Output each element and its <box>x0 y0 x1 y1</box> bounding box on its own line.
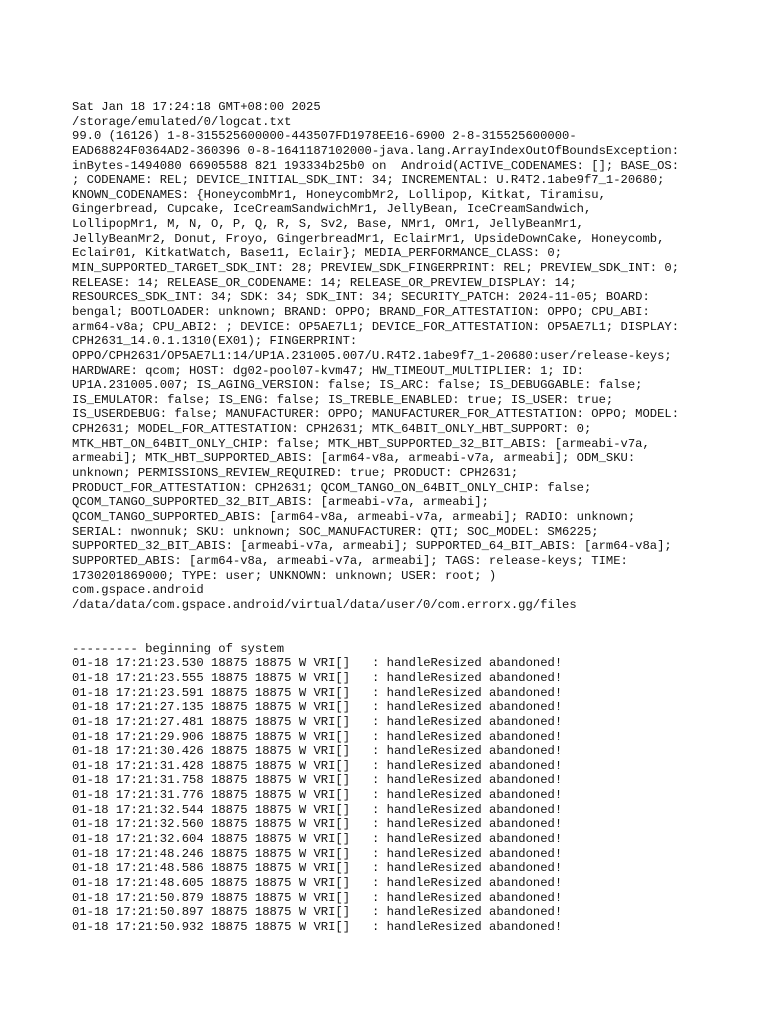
log-entry <box>72 905 752 920</box>
log-date: 01-18 <box>72 905 109 920</box>
log-separator: : <box>350 773 387 788</box>
log-separator <box>109 920 116 934</box>
log-entry <box>72 788 752 803</box>
log-entry <box>72 759 752 774</box>
log-date: 01-18 <box>72 788 109 803</box>
log-separator: : <box>350 758 387 773</box>
log-date: 01-18 <box>72 802 109 817</box>
log-separator <box>291 876 298 890</box>
log-separator <box>204 891 211 905</box>
log-pid: 18875 <box>211 685 248 700</box>
log-message: handleResized abandoned! <box>386 758 563 773</box>
device-info-line: QCOM_TANGO_SUPPORTED_ABIS: [arm64-v8a, armeabi-v7a, armeabi]; RADIO: unknown; <box>72 509 636 524</box>
log-level: W <box>298 788 307 803</box>
log-separator <box>109 905 116 919</box>
log-separator <box>291 744 298 758</box>
log-level: W <box>298 890 307 905</box>
log-separator <box>109 744 116 758</box>
log-time: 17:21:29.906 <box>115 729 204 744</box>
log-tid: 18875 <box>254 846 292 861</box>
log-message: handleResized abandoned! <box>386 905 563 920</box>
log-separator <box>109 832 116 846</box>
device-info-line: RESOURCES_SDK_INT: 34; SDK: 34; SDK_INT: 34; SECURITY_PATCH: 2024-11-05; BOARD: <box>72 290 650 305</box>
log-message: handleResized abandoned! <box>386 817 563 832</box>
log-tid: 18875 <box>254 905 292 920</box>
log-entry <box>72 730 752 745</box>
device-info-line: RELEASE: 14; RELEASE_OR_CODENAME: 14; RELEASE_OR_PREVIEW_DISPLAY: 14; <box>72 275 577 290</box>
log-separator: : <box>350 729 387 744</box>
device-info-line: QCOM_TANGO_SUPPORTED_32_BIT_ABIS: [armeabi-v7a, armeabi]; <box>72 495 489 510</box>
log-pid: 18875 <box>211 817 248 832</box>
log-level: W <box>298 700 307 715</box>
log-entry <box>72 715 752 730</box>
log-separator: : <box>350 700 387 715</box>
log-message: handleResized abandoned! <box>386 773 563 788</box>
log-separator <box>248 730 255 744</box>
log-time: 17:21:50.897 <box>115 905 204 920</box>
log-separator: : <box>350 905 387 920</box>
log-time: 17:21:23.555 <box>115 670 204 685</box>
log-pid: 18875 <box>211 744 248 759</box>
log-separator <box>248 715 255 729</box>
log-level: W <box>298 670 307 685</box>
log-separator <box>291 817 298 831</box>
log-tid: 18875 <box>254 685 292 700</box>
log-separator: : <box>350 670 387 685</box>
log-pid: 18875 <box>211 758 248 773</box>
device-info-line: IS_EMULATOR: false; IS_ENG: false; IS_TREBLE_ENABLED: true; IS_USER: true; <box>72 392 614 407</box>
log-separator <box>109 803 116 817</box>
log-entries <box>72 656 752 934</box>
log-separator <box>248 686 255 700</box>
log-message: handleResized abandoned! <box>386 714 563 729</box>
device-info-line: SERIAL: nwonnuk; SKU: unknown; SOC_MANUFACTURER: QTI; SOC_MODEL: SM6225; <box>72 524 599 539</box>
log-message: handleResized abandoned! <box>386 802 563 817</box>
log-separator <box>109 847 116 861</box>
log-date: 01-18 <box>72 714 109 729</box>
device-info-line: 99.0 (16126) 1-8-315525600000-443507FD1978EE16-6900 2-8-315525600000- <box>72 129 577 144</box>
log-level: W <box>298 846 307 861</box>
log-separator: : <box>350 788 387 803</box>
log-tag: VRI[] <box>313 700 351 715</box>
log-separator: : <box>350 744 387 759</box>
log-pid: 18875 <box>211 919 248 934</box>
log-separator <box>291 803 298 817</box>
log-separator <box>109 876 116 890</box>
log-date: 01-18 <box>72 875 109 890</box>
log-tid: 18875 <box>254 919 292 934</box>
files-path: /data/data/com.gspace.android/virtual/data/user/0/com.errorx.gg/files <box>72 597 577 612</box>
device-info-line: Eclair01, KitkatWatch, Base11, Eclair}; MEDIA_PERFORMANCE_CLASS: 0; <box>72 246 563 261</box>
log-separator: : <box>350 685 387 700</box>
log-tid: 18875 <box>254 670 292 685</box>
log-separator <box>204 744 211 758</box>
log-separator <box>204 671 211 685</box>
log-level: W <box>298 744 307 759</box>
log-separator <box>109 671 116 685</box>
log-tag: VRI[] <box>313 832 351 847</box>
log-entry <box>72 656 752 671</box>
log-pid: 18875 <box>211 802 248 817</box>
device-info-line: CPH2631_14.0.1.1310(EX01); FINGERPRINT: <box>72 334 358 349</box>
package-name: com.gspace.android <box>72 583 204 598</box>
log-pid: 18875 <box>211 773 248 788</box>
log-time: 17:21:48.246 <box>115 846 204 861</box>
log-tag: VRI[] <box>313 846 351 861</box>
log-separator <box>204 832 211 846</box>
log-tag: VRI[] <box>313 729 351 744</box>
log-tag: VRI[] <box>313 861 351 876</box>
log-pid: 18875 <box>211 729 248 744</box>
log-separator <box>291 730 298 744</box>
log-separator <box>291 656 298 670</box>
log-entry <box>72 847 752 862</box>
log-separator <box>248 803 255 817</box>
log-separator <box>204 656 211 670</box>
log-separator <box>248 773 255 787</box>
device-info-line: arm64-v8a; CPU_ABI2: ; DEVICE: OP5AE7L1; DEVICE_FOR_ATTESTATION: OP5AE7L1; DISPLAY: <box>72 319 680 334</box>
log-separator: : <box>350 832 387 847</box>
log-separator <box>204 920 211 934</box>
log-tid: 18875 <box>254 817 292 832</box>
log-tag: VRI[] <box>313 758 351 773</box>
log-tag: VRI[] <box>313 744 351 759</box>
log-separator <box>291 686 298 700</box>
log-time: 17:21:31.758 <box>115 773 204 788</box>
device-info-line: SUPPORTED_32_BIT_ABIS: [armeabi-v7a, armeabi]; SUPPORTED_64_BIT_ABIS: [arm64-v8a]; <box>72 539 672 554</box>
log-separator <box>204 847 211 861</box>
log-separator <box>248 671 255 685</box>
log-tag: VRI[] <box>313 685 351 700</box>
log-entry <box>72 817 752 832</box>
log-separator <box>204 803 211 817</box>
log-date: 01-18 <box>72 670 109 685</box>
log-separator <box>248 876 255 890</box>
log-separator: : <box>350 919 387 934</box>
log-level: W <box>298 802 307 817</box>
log-separator <box>291 773 298 787</box>
log-date: 01-18 <box>72 656 109 671</box>
log-time: 17:21:50.932 <box>115 919 204 934</box>
log-separator: : <box>350 875 387 890</box>
log-date: 01-18 <box>72 758 109 773</box>
log-tid: 18875 <box>254 729 292 744</box>
log-separator: : <box>350 890 387 905</box>
log-separator <box>248 700 255 714</box>
log-date: 01-18 <box>72 773 109 788</box>
log-separator <box>248 817 255 831</box>
log-separator <box>248 788 255 802</box>
log-level: W <box>298 758 307 773</box>
log-message: handleResized abandoned! <box>386 656 563 671</box>
log-level: W <box>298 773 307 788</box>
log-separator <box>109 788 116 802</box>
log-separator <box>248 891 255 905</box>
device-info-line: inBytes-1494080 66905588 821 193334b25b0 on Android(ACTIVE_CODENAMES: []; BASE_OS: <box>72 158 680 173</box>
log-time: 17:21:27.135 <box>115 700 204 715</box>
log-date: 01-18 <box>72 700 109 715</box>
log-level: W <box>298 905 307 920</box>
log-date: 01-18 <box>72 890 109 905</box>
log-separator: : <box>350 817 387 832</box>
report-timestamp: Sat Jan 18 17:24:18 GMT+08:00 2025 <box>72 100 321 114</box>
log-separator <box>291 671 298 685</box>
log-separator: : <box>350 846 387 861</box>
log-tag: VRI[] <box>313 656 351 671</box>
log-level: W <box>298 729 307 744</box>
log-entry <box>72 832 752 847</box>
log-tid: 18875 <box>254 890 292 905</box>
log-message: handleResized abandoned! <box>386 685 563 700</box>
device-info-line: Gingerbread, Cupcake, IceCreamSandwichMr1, JellyBean, IceCreamSandwich, <box>72 202 592 217</box>
log-tid: 18875 <box>254 802 292 817</box>
log-date: 01-18 <box>72 861 109 876</box>
log-separator <box>291 759 298 773</box>
log-separator <box>204 817 211 831</box>
log-separator <box>204 730 211 744</box>
log-entry <box>72 773 752 788</box>
log-separator <box>109 891 116 905</box>
log-tag: VRI[] <box>313 875 351 890</box>
log-tag: VRI[] <box>313 817 351 832</box>
log-separator <box>109 759 116 773</box>
log-date: 01-18 <box>72 846 109 861</box>
log-message: handleResized abandoned! <box>386 846 563 861</box>
device-info-line: EAD68824F0364AD2-360396 0-8-1641187102000-java.lang.ArrayIndexOutOfBoundsException: <box>72 143 680 158</box>
log-time: 17:21:23.591 <box>115 685 204 700</box>
log-pid: 18875 <box>211 670 248 685</box>
log-separator <box>204 700 211 714</box>
log-tid: 18875 <box>254 714 292 729</box>
log-message: handleResized abandoned! <box>386 875 563 890</box>
log-tag: VRI[] <box>313 714 351 729</box>
log-separator <box>204 861 211 875</box>
log-separator <box>109 730 116 744</box>
log-tag: VRI[] <box>313 905 351 920</box>
log-level: W <box>298 656 307 671</box>
log-separator <box>248 759 255 773</box>
log-time: 17:21:32.544 <box>115 802 204 817</box>
log-tid: 18875 <box>254 758 292 773</box>
log-separator <box>291 788 298 802</box>
log-tid: 18875 <box>254 773 292 788</box>
log-pid: 18875 <box>211 714 248 729</box>
log-separator: : <box>350 714 387 729</box>
log-separator <box>204 905 211 919</box>
log-tid: 18875 <box>254 656 292 671</box>
log-separator: : <box>350 861 387 876</box>
log-time: 17:21:23.530 <box>115 656 204 671</box>
log-time: 17:21:32.560 <box>115 817 204 832</box>
device-info-block <box>72 129 752 583</box>
log-separator: : <box>350 802 387 817</box>
log-entry <box>72 803 752 818</box>
log-message: handleResized abandoned! <box>386 832 563 847</box>
log-tid: 18875 <box>254 744 292 759</box>
log-date: 01-18 <box>72 832 109 847</box>
log-separator <box>248 832 255 846</box>
logcat-document <box>72 100 752 935</box>
log-separator <box>291 905 298 919</box>
log-message: handleResized abandoned! <box>386 670 563 685</box>
log-message: handleResized abandoned! <box>386 919 563 934</box>
spacer <box>72 627 752 642</box>
log-time: 17:21:50.879 <box>115 890 204 905</box>
log-separator <box>248 861 255 875</box>
log-pid: 18875 <box>211 890 248 905</box>
log-entry <box>72 876 752 891</box>
device-info-line: MTK_HBT_ON_64BIT_ONLY_CHIP: false; MTK_HBT_SUPPORTED_32_BIT_ABIS: [armeabi-v7a, <box>72 436 650 451</box>
log-separator <box>291 700 298 714</box>
log-entry <box>72 891 752 906</box>
log-separator <box>291 715 298 729</box>
log-separator <box>291 920 298 934</box>
log-separator <box>248 744 255 758</box>
log-message: handleResized abandoned! <box>386 744 563 759</box>
log-time: 17:21:32.604 <box>115 832 204 847</box>
log-pid: 18875 <box>211 700 248 715</box>
log-level: W <box>298 919 307 934</box>
log-separator <box>291 832 298 846</box>
log-time: 17:21:31.428 <box>115 758 204 773</box>
log-pid: 18875 <box>211 846 248 861</box>
log-pid: 18875 <box>211 788 248 803</box>
device-info-line: armeabi]; MTK_HBT_SUPPORTED_ABIS: [arm64-v8a, armeabi-v7a, armeabi]; ODM_SKU: <box>72 451 636 466</box>
log-separator <box>204 876 211 890</box>
device-info-line: ; CODENAME: REL; DEVICE_INITIAL_SDK_INT: 34; INCREMENTAL: U.R4T2.1abe9f7_1-20680; <box>72 173 665 188</box>
device-info-line: LollipopMr1, M, N, O, P, Q, R, S, Sv2, Base, NMr1, OMr1, JellyBeanMr1, <box>72 217 584 232</box>
log-time: 17:21:31.776 <box>115 788 204 803</box>
log-separator <box>248 847 255 861</box>
log-entry <box>72 920 752 935</box>
log-file-path: /storage/emulated/0/logcat.txt <box>72 114 292 129</box>
log-tid: 18875 <box>254 788 292 803</box>
log-separator <box>204 773 211 787</box>
log-date: 01-18 <box>72 817 109 832</box>
log-separator <box>109 715 116 729</box>
log-tag: VRI[] <box>313 802 351 817</box>
device-info-line: unknown; PERMISSIONS_REVIEW_REQUIRED: true; PRODUCT: CPH2631; <box>72 466 519 481</box>
log-separator <box>291 891 298 905</box>
log-time: 17:21:48.605 <box>115 875 204 890</box>
log-tag: VRI[] <box>313 890 351 905</box>
log-date: 01-18 <box>72 729 109 744</box>
device-info-line: KNOWN_CODENAMES: {HoneycombMr1, HoneycombMr2, Lollipop, Kitkat, Tiramisu, <box>72 187 606 202</box>
log-tag: VRI[] <box>313 788 351 803</box>
log-message: handleResized abandoned! <box>386 700 563 715</box>
log-tid: 18875 <box>254 832 292 847</box>
log-entry <box>72 700 752 715</box>
device-info-line: OPPO/CPH2631/OP5AE7L1:14/UP1A.231005.007/U.R4T2.1abe9f7_1-20680:user/release-keys; <box>72 348 672 363</box>
log-separator <box>248 905 255 919</box>
log-entry <box>72 671 752 686</box>
log-date: 01-18 <box>72 744 109 759</box>
log-pid: 18875 <box>211 875 248 890</box>
device-info-line: IS_USERDEBUG: false; MANUFACTURER: OPPO; MANUFACTURER_FOR_ATTESTATION: OPPO; MODEL: <box>72 407 680 422</box>
log-tid: 18875 <box>254 700 292 715</box>
log-pid: 18875 <box>211 905 248 920</box>
log-message: handleResized abandoned! <box>386 861 563 876</box>
log-separator <box>109 817 116 831</box>
log-separator: : <box>350 656 387 671</box>
log-separator <box>109 861 116 875</box>
log-entry <box>72 686 752 701</box>
device-info-line: 1730201869000; TYPE: user; UNKNOWN: unknown; USER: root; ) <box>72 568 497 583</box>
log-separator <box>204 788 211 802</box>
log-separator <box>204 715 211 729</box>
log-separator <box>248 920 255 934</box>
log-time: 17:21:30.426 <box>115 744 204 759</box>
log-separator <box>109 656 116 670</box>
log-separator <box>109 700 116 714</box>
device-info-line: PRODUCT_FOR_ATTESTATION: CPH2631; QCOM_TANGO_ON_64BIT_ONLY_CHIP: false; <box>72 480 592 495</box>
log-tid: 18875 <box>254 861 292 876</box>
log-pid: 18875 <box>211 861 248 876</box>
log-tid: 18875 <box>254 875 292 890</box>
log-section-title: --------- beginning of system <box>72 641 285 656</box>
log-message: handleResized abandoned! <box>386 729 563 744</box>
log-separator <box>204 686 211 700</box>
log-separator <box>248 656 255 670</box>
log-level: W <box>298 685 307 700</box>
log-level: W <box>298 832 307 847</box>
log-message: handleResized abandoned! <box>386 788 563 803</box>
log-separator <box>291 861 298 875</box>
log-date: 01-18 <box>72 919 109 934</box>
log-separator <box>291 847 298 861</box>
log-level: W <box>298 861 307 876</box>
log-time: 17:21:48.586 <box>115 861 204 876</box>
log-tag: VRI[] <box>313 670 351 685</box>
log-pid: 18875 <box>211 832 248 847</box>
log-separator <box>109 686 116 700</box>
log-message: handleResized abandoned! <box>386 890 563 905</box>
device-info-line: UP1A.231005.007; IS_AGING_VERSION: false; IS_ARC: false; IS_DEBUGGABLE: false; <box>72 378 643 393</box>
log-entry <box>72 744 752 759</box>
log-entry <box>72 861 752 876</box>
log-tag: VRI[] <box>313 773 351 788</box>
device-info-line: HARDWARE: qcom; HOST: dg02-pool07-kvm47; HW_TIMEOUT_MULTIPLIER: 1; ID: <box>72 363 584 378</box>
device-info-line: MIN_SUPPORTED_TARGET_SDK_INT: 28; PREVIEW_SDK_FINGERPRINT: REL; PREVIEW_SDK_INT: 0; <box>72 261 680 276</box>
log-tag: VRI[] <box>313 919 351 934</box>
log-level: W <box>298 714 307 729</box>
log-level: W <box>298 875 307 890</box>
log-time: 17:21:27.481 <box>115 714 204 729</box>
log-date: 01-18 <box>72 685 109 700</box>
log-level: W <box>298 817 307 832</box>
log-pid: 18875 <box>211 656 248 671</box>
log-separator <box>109 773 116 787</box>
log-separator <box>204 759 211 773</box>
device-info-line: SUPPORTED_ABIS: [arm64-v8a, armeabi-v7a, armeabi]; TAGS: release-keys; TIME: <box>72 553 628 568</box>
device-info-line: JellyBeanMr2, Donut, Froyo, GingerbreadMr1, EclairMr1, UpsideDownCake, Honeycomb, <box>72 231 665 246</box>
device-info-line: CPH2631; MODEL_FOR_ATTESTATION: CPH2631; MTK_64BIT_ONLY_HBT_SUPPORT: 0; <box>72 422 592 437</box>
device-info-line: bengal; BOOTLOADER: unknown; BRAND: OPPO; BRAND_FOR_ATTESTATION: OPPO; CPU_ABI: <box>72 304 650 319</box>
spacer <box>72 612 752 627</box>
